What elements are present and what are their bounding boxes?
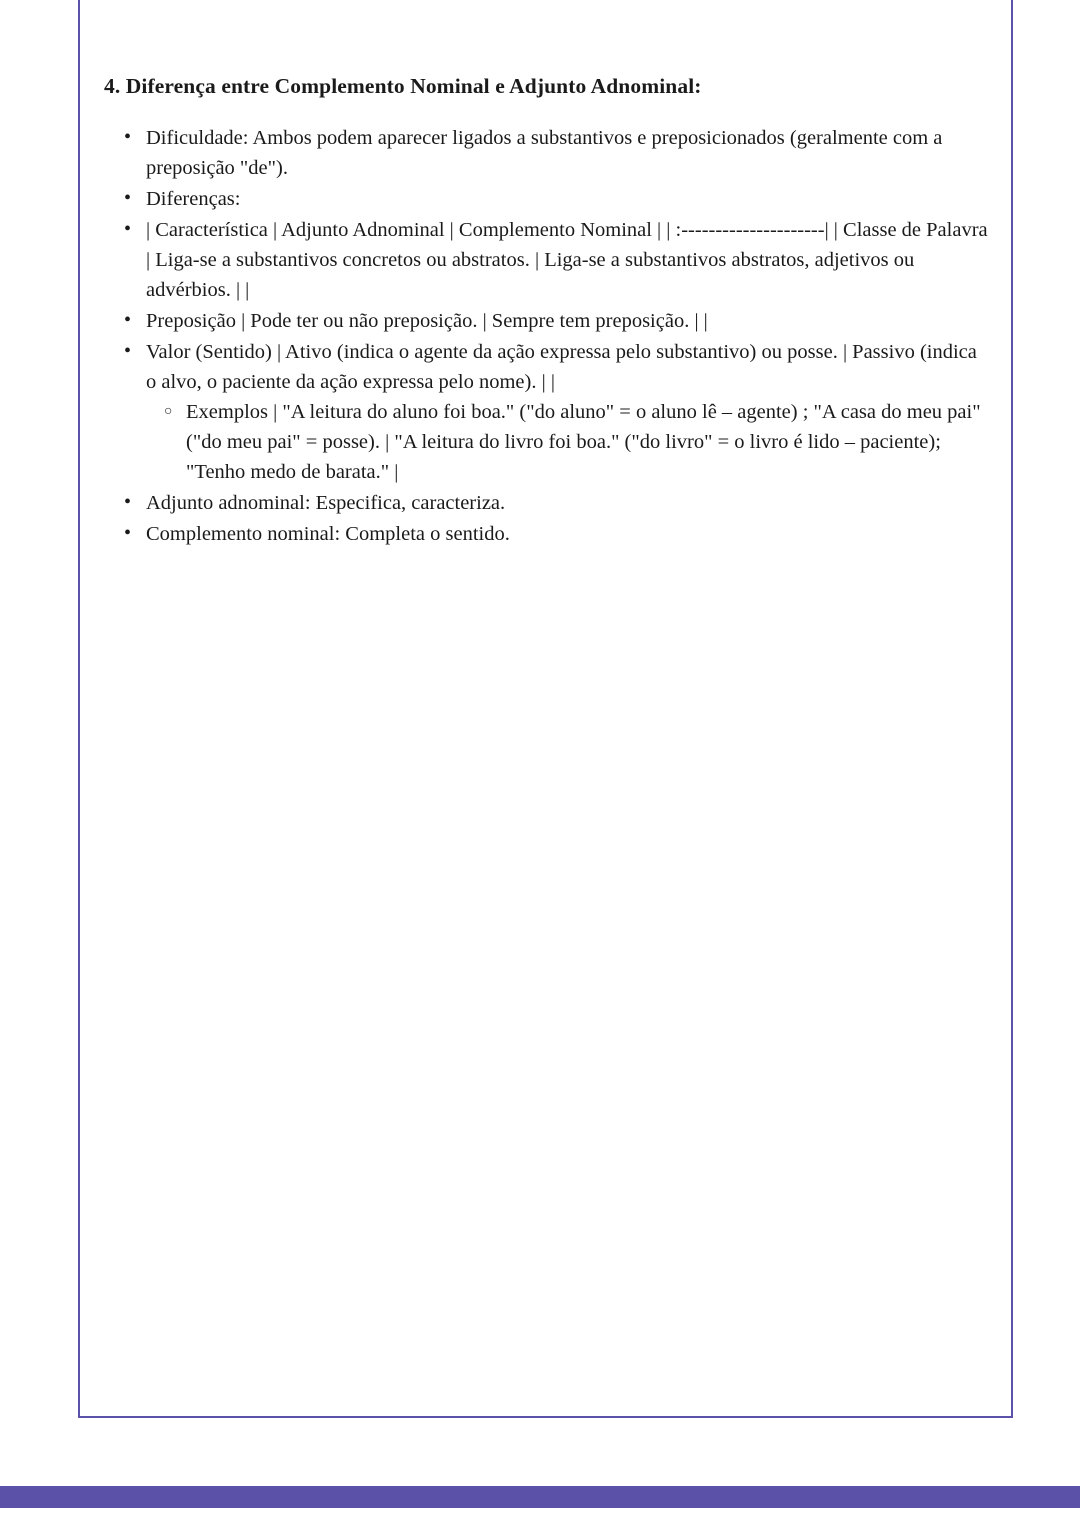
bullet-glyph: • [124, 218, 132, 240]
list-item [124, 184, 990, 214]
list-item [124, 123, 990, 183]
sub-bullet-list [146, 397, 990, 487]
bullet-glyph: • [124, 522, 132, 544]
bullet-glyph: • [124, 491, 132, 513]
list-item-text: | Característica | Adjunto Adnominal | Complemento Nominal | | :---------------------| | Classe de Palavra | Liga-se a substantivos concretos ou abstratos. | Liga-se a substantivos abstratos, adjetivos ou advérbios. | | [146, 219, 988, 301]
list-item-text: Valor (Sentido) | Ativo (indica o agente da ação expressa pelo substantivo) ou posse. | Passivo (indica o alvo, o paciente da ação expressa pelo nome). | | [146, 341, 977, 393]
bullet-glyph: • [124, 309, 132, 331]
footer-accent-bar [0, 1486, 1080, 1508]
list-item [124, 519, 990, 549]
sub-list-item-text: Exemplos | "A leitura do aluno foi boa." ("do aluno" = o aluno lê – agente) ; "A casa do meu pai" ("do meu pai" = posse). | "A leitura do livro foi boa." ("do livro" = o livro é lido – paciente); "Tenho medo de barata." | [186, 401, 981, 483]
list-item [124, 306, 990, 336]
list-item-text: Diferenças: [146, 188, 241, 210]
list-item-text: Adjunto adnominal: Especifica, caracteriza. [146, 492, 506, 514]
bullet-glyph: • [124, 187, 132, 209]
list-item [124, 337, 990, 487]
bullet-list [104, 123, 990, 549]
document-content [104, 74, 990, 550]
list-item [124, 215, 990, 305]
list-item [124, 488, 990, 518]
bullet-glyph: • [124, 340, 132, 362]
sub-bullet-glyph: ○ [164, 404, 173, 419]
list-item [164, 397, 990, 487]
list-item-text: Dificuldade: Ambos podem aparecer ligados a substantivos e preposicionados (geralmente com a preposição "de"). [146, 127, 943, 179]
page-title: 4. Diferença entre Complemento Nominal e Adjunto Adnominal: [104, 74, 702, 98]
list-item-text: Preposição | Pode ter ou não preposição. | Sempre tem preposição. | | [146, 310, 708, 332]
list-item-text: Complemento nominal: Completa o sentido. [146, 523, 510, 545]
bullet-glyph: • [124, 126, 132, 148]
